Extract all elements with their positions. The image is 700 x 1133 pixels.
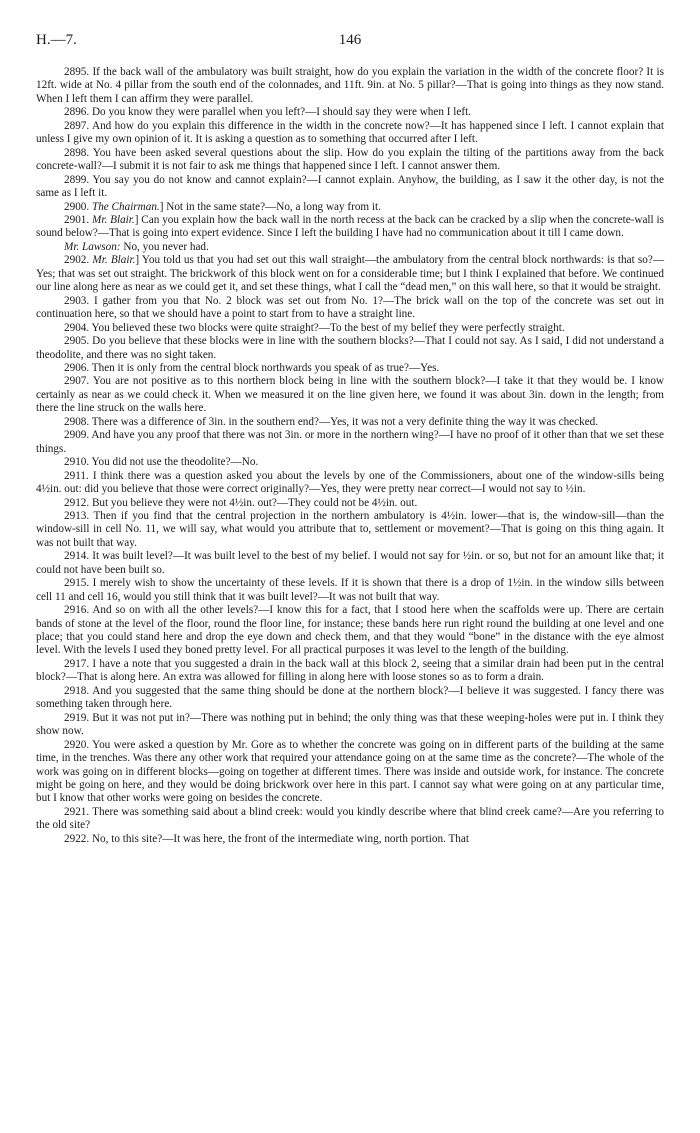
testimony-paragraph [36,241,664,254]
page-body [36,66,664,846]
question-text: ] Not in the same state?—No, a long way from it. [159,200,381,213]
testimony-paragraph [36,214,664,241]
testimony-paragraph [36,254,664,294]
question-number: 2901. [64,213,93,226]
testimony-paragraph: 2895. If the back wall of the ambulatory was built straight, how do you explain the variation in the width of the concrete floor? It is 12ft. wide at No. 4 pillar from the south end of the colonnades, and 11ft. 9in. at No. 5 pillar?—That is going into things as they now stand. When I left them I can affirm they were parallel. [36,66,664,105]
question-text: ] You told us that you had set out this wall straight—the ambulatory from the central block northwards: is that so?—Yes; that was set out straight. The brickwork of this block went on for a considerable time; but I think I explained that before. We continued our line along here as near as we could get it, and set these things, what I call the “dead men,” on this wall here, so that it would be straight. [36,254,665,294]
testimony-paragraph: 2899. You say you do not know and cannot explain?—I cannot explain. Anyhow, the building, as I saw it the other day, is not the same as I left it. [36,173,664,200]
testimony-paragraph: 2919. But it was not put in?—There was nothing put in behind; the only thing was that these weeping-holes were put in. I think they show now. [36,711,664,738]
page-number: 146 [338,32,362,48]
testimony-paragraph: 2921. There was something said about a blind creek: would you kindly describe where that blind creek came?—Are you referring to the old site? [36,805,664,832]
testimony-paragraph: 2903. I gather from you that No. 2 block was set out from No. 1?—The brick wall on the top of the concrete was set out in continuation here, so that we should have a point to start from to have a straight line. [36,294,664,321]
testimony-paragraph: 2908. There was a difference of 3in. in the southern end?—Yes, it was not a very definite thing the way it was checked. [64,415,599,428]
testimony-paragraph: 2913. Then if you find that the central projection in the northern ambulatory is 4½in. lower—that is, the window-sill—than the window-sill in cell No. 11, we will say, what would you attribute that to, settlement or movement?—That is going on this thing again. It was not built that way. [36,509,664,549]
testimony-paragraph: 2905. Do you believe that these blocks were in line with the southern blocks?—That I could not say. As I said, I did not understand a theodolite, and there was no sight taken. [36,335,664,361]
testimony-paragraph: 2896. Do you know they were parallel when you left?—I should say they were when I left. [64,106,471,119]
testimony-paragraph: 2904. You believed these two blocks were quite straight?—To the best of my belief they were perfectly straight. [64,321,565,334]
testimony-paragraph: 2897. And how do you explain this difference in the width in the concrete now?—It has happened since I left. I cannot explain that unless I give my own opinion of it. It is asking a question as to something that occurred after I left. [36,119,664,146]
testimony-paragraph: 2898. You have been asked several questions about the slip. How do you explain the tilting of the partitions away from the back concrete-wall?—I submit it is not fair to ask me things that happened since I left. I cannot answer them. [36,146,664,173]
report-reference: H.—7. [36,32,77,48]
question-text: No, you never had. [120,240,209,253]
testimony-paragraph: 2909. And have you any proof that there was not 3in. or more in the northern wing?—I have no proof of it other than that we set these things. [36,429,664,455]
testimony-paragraph: 2914. It was built level?—It was built level to the best of my belief. I would not say for ½in. or so, but not for an amount like that; it could not have been built so. [36,550,664,576]
testimony-paragraph: 2917. I have a note that you suggested a drain in the back wall at this block 2, seeing that a similar drain had been put in the central block?—That is along here. An extra was allowed for filling in along here with loose stones so as to form a drain. [36,657,664,684]
testimony-paragraph: 2922. No, to this site?—It was here, the front of the intermediate wing, north portion. That [64,832,469,845]
testimony-paragraph: 2907. You are not positive as to this northern block being in line with the southern block?—I take it that they would be. I know certainly as near as we could check it. When we measured it on the line given here, we found it was about 3in. down in the length; from there the line struck on the walls here. [36,375,664,415]
page-header [36,32,664,54]
testimony-paragraph: 2906. Then it is only from the central block northwards you speak of as true?—Yes. [64,361,440,374]
testimony-paragraph: 2910. You did not use the theodolite?—No. [64,456,259,469]
testimony-paragraph: 2912. But you believe they were not 4½in. out?—They could not be 4½in. out. [64,496,418,509]
testimony-paragraph: 2911. I think there was a question asked you about the levels by one of the Commissioners, about one of the window-sills being 4½in. out: did you believe that those were correct originally?—Yes, they were pretty near correct—I would not say to ½in. [36,469,664,496]
speaker-name: Mr. Lawson: [64,240,121,253]
speaker-name: Mr. Blair. [92,213,135,226]
testimony-paragraph: 2918. And you suggested that the same thing should be done at the northern block?—I believe it was suggested. I fancy there was something taken through here. [36,684,664,711]
question-number: 2902. [64,254,93,267]
speaker-name: The Chairman. [91,200,160,213]
speaker-name: Mr. Blair. [92,254,136,267]
question-number: 2900. [64,200,92,213]
testimony-paragraph: 2920. You were asked a question by Mr. Gore as to whether the concrete was going on in different parts of the building at the same time, in the trenches. Was there any other work that required your attendance going on at the same time as the concrete?—The whole of the work was going on in different blocks—going on together at different times. There was inside and outside work, for instance. The concrete might be going on here, and they would be doing brickwork over here in this part. I cannot say what were going on at any particular time, but I know that other works were going on besides the concrete. [36,738,664,805]
testimony-paragraph: 2916. And so on with all the other levels?—I know this for a fact, that I stood here when the scaffolds were up. There are certain bands of stone at the level of the floor, round the floor line, for instance; these bands here run right round the building at one level and one place; that you could stand here and drop the eye down and check them, and that they would “bone” in the distance with the eye almost level. With the levels I used they boned pretty level. For all practical purposes it was level to the length of the building. [36,604,664,657]
question-text: ] Can you explain how the back wall in the north recess at the back can be cracked by a slip when the concrete-wall is sound below?—That is going into expert evidence. Since I left the building I have had no communication about it till I came down. [36,213,664,240]
testimony-paragraph: 2915. I merely wish to show the uncertainty of these levels. If it is shown that there is a drop of 1½in. in the window sills between cell 11 and cell 16, would you still think that it was built level?—It was not built that way. [36,577,664,603]
testimony-paragraph [36,201,664,214]
